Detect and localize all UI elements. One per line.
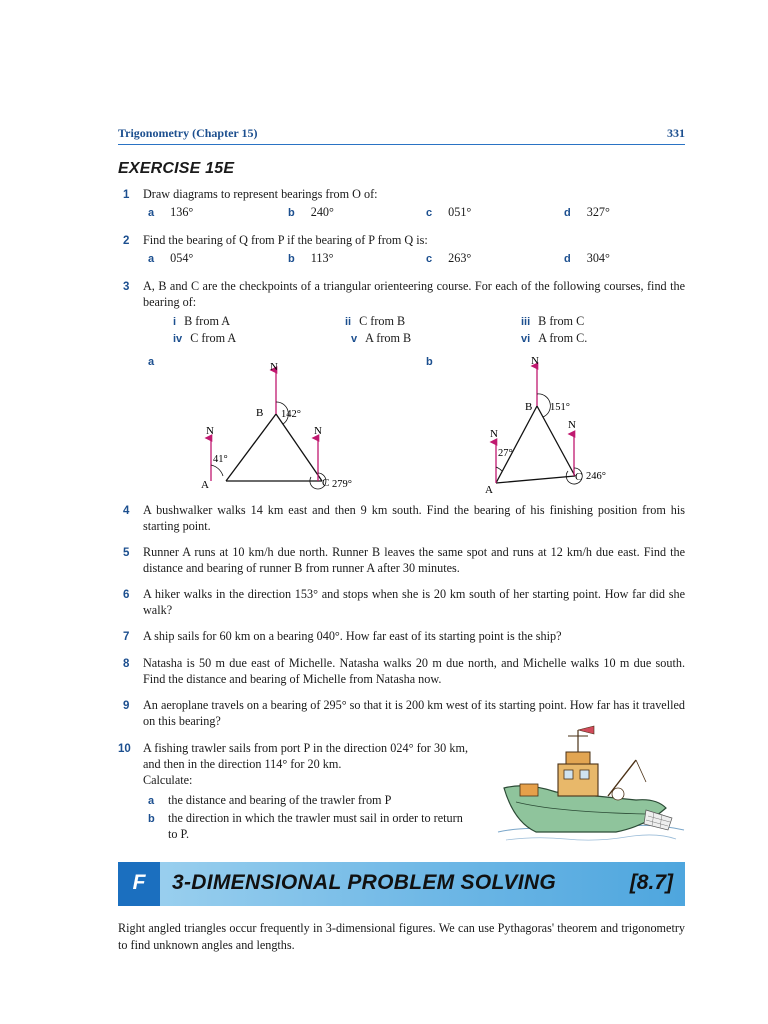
question-text: A fishing trawler sails from port P in the direction 024° for 30 km, and then in the direction 114° for 20 km. (143, 741, 468, 771)
fishing-trawler-illustration (496, 722, 686, 852)
question-8 (118, 655, 685, 689)
question-number: 1 (123, 189, 130, 201)
question-text: A, B and C are the checkpoints of a triangular orienteering course. For each of the following courses, find the bearing of: (143, 279, 685, 309)
angle-c: 246° (586, 471, 606, 482)
option: b 240° (288, 205, 334, 219)
section-letter-box (118, 862, 160, 906)
item: ii C from B (345, 314, 406, 328)
question-number: 9 (123, 700, 130, 712)
question-10: 10 A fishing trawler sails from port P in the direction 024° for 30 km, and then in the direction 114° for 20 km. Calculate: a the distance and bearing of the trawler from P b the direction in which the trawler must sail in order to return to P. (118, 741, 468, 841)
angle-b: 151° (550, 402, 570, 413)
vertex-a: A (201, 479, 209, 491)
north-label-a: N (490, 428, 498, 440)
question-number: 5 (123, 547, 130, 559)
question-text: A bushwalker walks 14 km east and then 9 km south. Find the bearing of his finishing position from his starting point. (143, 503, 685, 533)
triangle-diagram-a (190, 350, 370, 500)
option: c 263° (426, 251, 472, 265)
item: i B from A (173, 314, 231, 328)
question-text: Draw diagrams to represent bearings from O of: (143, 187, 378, 201)
side-bc (537, 406, 575, 476)
header-rule (118, 144, 685, 145)
vertex-b: B (256, 407, 264, 419)
side-ac (496, 476, 575, 483)
calculate-label: Calculate: (143, 773, 193, 787)
option: c 051° (426, 205, 472, 219)
option: a 054° (148, 251, 194, 265)
option: a 136° (148, 205, 194, 219)
question-number: 7 (123, 631, 130, 643)
question-5 (118, 544, 685, 578)
option: d 327° (564, 205, 610, 219)
option: d 304° (564, 251, 610, 265)
vertex-b: B (525, 401, 533, 413)
north-label-c: N (568, 419, 576, 431)
vertex-a: A (485, 484, 493, 496)
triangle-diagram-b (476, 350, 636, 500)
chapter-title: Trigonometry (Chapter 15) (118, 126, 258, 140)
item: iii B from C (521, 314, 585, 328)
question-text: Runner A runs at 10 km/h due north. Runner B leaves the same spot and runs at 12 km/h due east. Find the distance and bearing of runner B from runner A after 30 minutes. (143, 545, 685, 575)
question-text: Natasha is 50 m due east of Michelle. Natasha walks 20 m due north, and Michelle walks 10 m due south. Find the distance and bearing of Michelle from Natasha now. (143, 656, 685, 686)
side-ab (496, 406, 537, 483)
intro-paragraph: Right angled triangles occur frequently in 3-dimensional figures. We can use Pythagoras' theorem and trigonometry to find unknown angles and lengths. (118, 921, 685, 952)
question-4 (118, 502, 685, 536)
section-banner (118, 862, 685, 906)
north-label-c: N (314, 425, 322, 437)
question-3 (118, 278, 685, 348)
question-text: A hiker walks in the direction 153° and stops when she is 20 km south of her starting point. How far did she walk? (143, 587, 685, 617)
diagram-b-label: b (426, 356, 433, 368)
question-number: 10 (118, 743, 131, 755)
question-number: 8 (123, 658, 130, 670)
question-number: 4 (123, 505, 130, 517)
north-label-a: N (206, 425, 214, 437)
angle-a: 41° (213, 454, 228, 465)
north-label-b: N (270, 361, 278, 373)
vertex-c: C (575, 471, 583, 483)
question-text: An aeroplane travels on a bearing of 295° so that it is 200 km west of its starting point. How far has it travelled on this bearing? (143, 698, 685, 728)
exercise-title: EXERCISE 15E (118, 160, 235, 177)
item: iv C from A (173, 331, 237, 345)
angle-c: 279° (332, 479, 352, 490)
question-text: Find the bearing of Q from P if the bearing of P from Q is: (143, 233, 428, 247)
vertex-c: C (322, 477, 330, 489)
question-2 (118, 232, 685, 272)
item: v A from B (351, 331, 412, 345)
side-ab (226, 414, 276, 481)
question-number: 2 (123, 235, 130, 247)
angle-a: 27° (498, 448, 513, 459)
question-text: A ship sails for 60 km on a bearing 040°. How far east of its starting point is the ship? (143, 629, 562, 643)
item: vi A from C. (521, 331, 588, 345)
diagram-a-label: a (148, 356, 155, 368)
question-1 (118, 186, 685, 226)
question-6 (118, 586, 685, 620)
question-7 (118, 628, 685, 646)
question-number: 3 (123, 281, 130, 293)
angle-b: 142° (281, 409, 301, 420)
running-header (118, 126, 685, 141)
section-code: [8.7] (629, 871, 673, 894)
section-title: 3-DIMENSIONAL PROBLEM SOLVING (172, 871, 557, 894)
question-number: 6 (123, 589, 130, 601)
page-number: 331 (667, 126, 685, 140)
option: b 113° (288, 251, 334, 265)
north-label-b: N (531, 355, 539, 367)
section-letter: F (132, 871, 146, 894)
